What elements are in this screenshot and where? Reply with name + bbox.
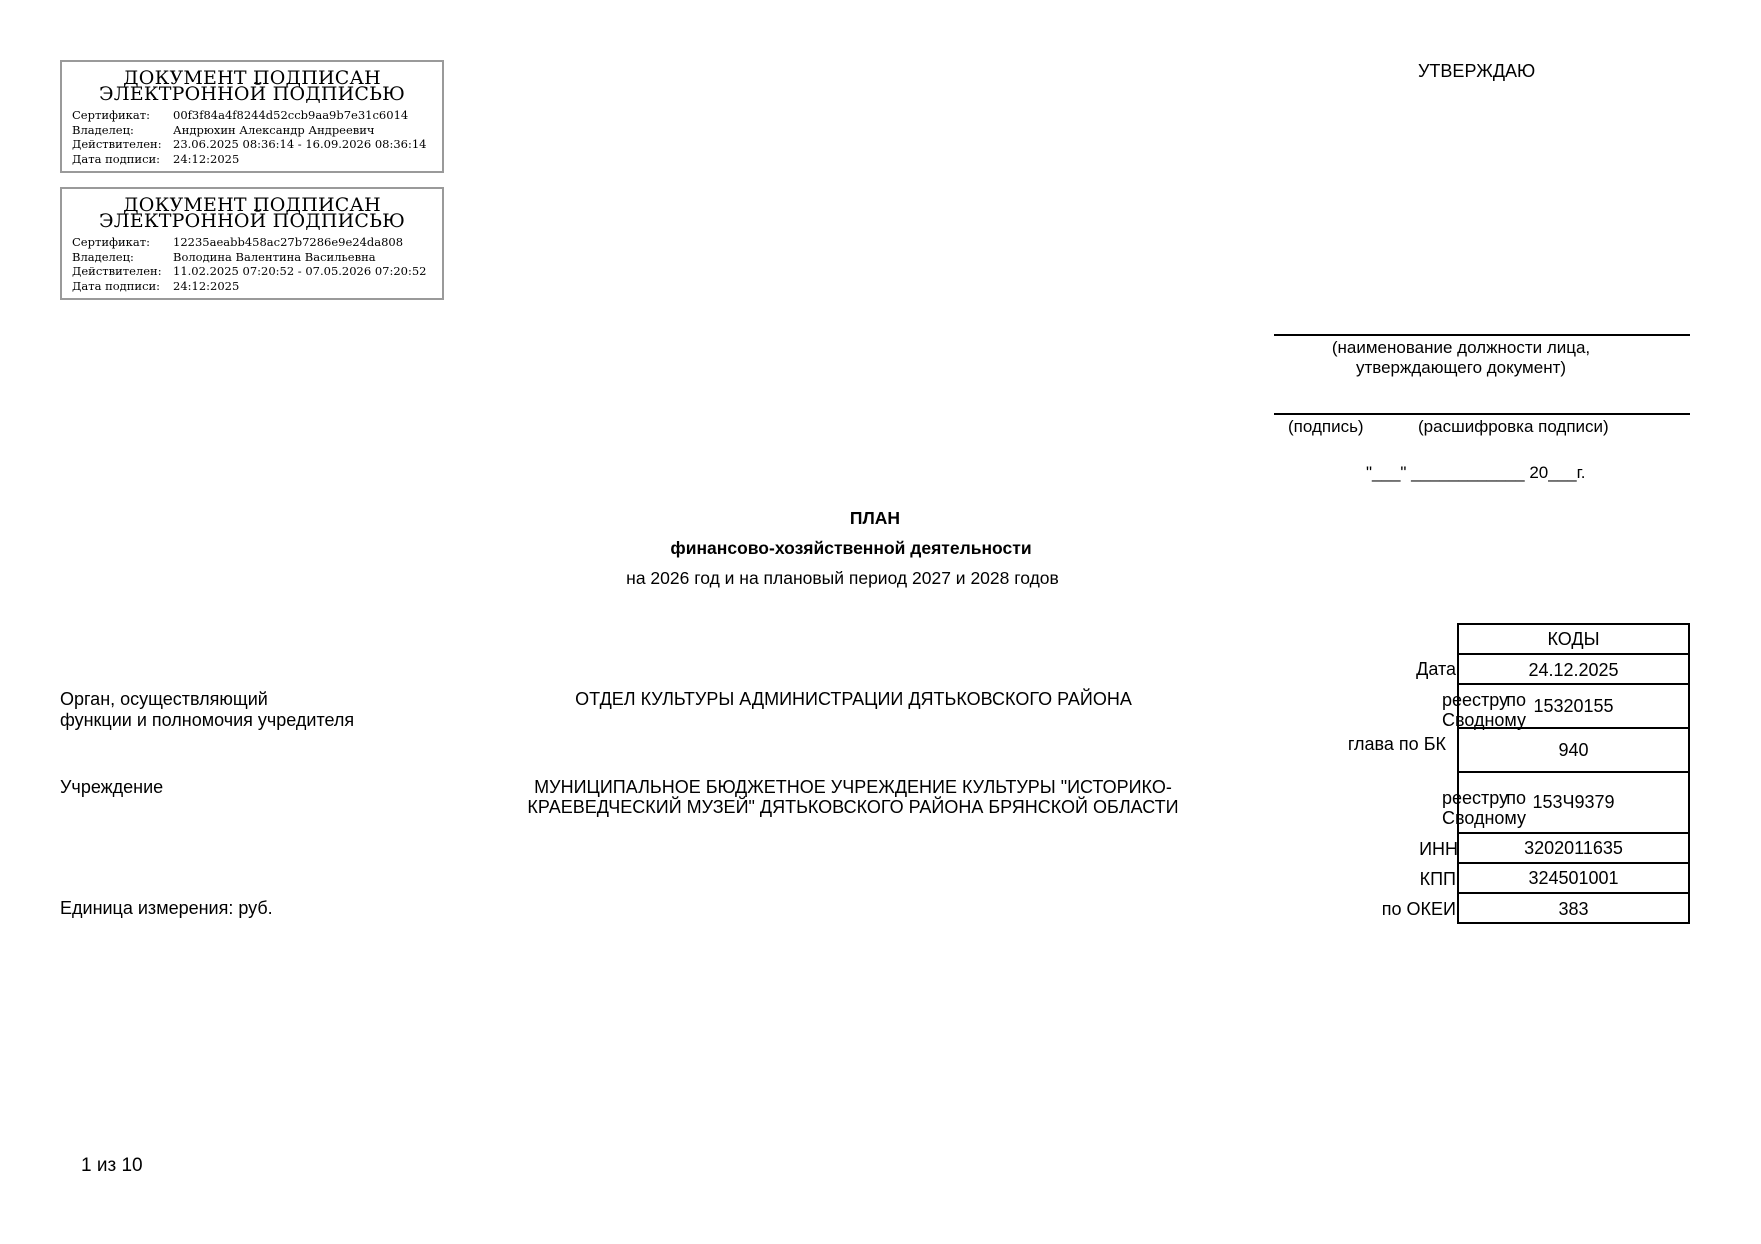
stamp-key: Действителен:: [72, 264, 162, 278]
codes-table: [1457, 623, 1690, 924]
unit-label: Единица измерения: руб.: [60, 898, 273, 918]
signature-line: [1274, 413, 1690, 415]
stamp-value: Володина Валентина Васильевна: [173, 249, 376, 264]
stamp-key: Сертификат:: [72, 235, 150, 249]
label-line: Орган, осуществляющий: [60, 689, 268, 709]
stamp-value: 00f3f84a4f8244d52ccb9aa9b7e31c6014: [173, 108, 409, 122]
stamp-title: [62, 67, 442, 105]
caption-line: (наименование должности лица,: [1331, 338, 1591, 357]
stamp-row-certificate: [72, 108, 442, 123]
stamp-value: Андрюхин Александр Андреевич: [173, 122, 375, 137]
stamp-row-sign-date: [72, 152, 442, 167]
document-period: на 2026 год и на плановый период 2027 и 2028 годов: [626, 568, 1059, 588]
approve-heading: УТВЕРЖДАЮ: [1418, 61, 1536, 81]
code-label-kpp: КПП: [1419, 869, 1456, 889]
position-caption: [1274, 338, 1648, 378]
label-line: реестру: [1442, 788, 1509, 808]
signature-caption: (подпись): [1288, 417, 1364, 436]
stamp-title-line: ЭЛЕКТРОННОЙ ПОДПИСЬЮ: [98, 83, 406, 105]
code-label-date: Дата: [1416, 659, 1456, 679]
stamp-key: Владелец:: [72, 249, 134, 264]
stamp-row-sign-date: [72, 279, 442, 294]
label-line: по Сводному: [1442, 788, 1527, 828]
stamp-value: 23.06.2025 08:36:14 - 16.09.2026 08:36:14: [173, 137, 427, 151]
stamp-key: Дата подписи:: [72, 151, 161, 166]
label-line: функции и полномочия учредителя: [60, 710, 355, 730]
stamp-row-validity: [72, 137, 442, 152]
value-line: МУНИЦИПАЛЬНОЕ БЮДЖЕТНОЕ УЧРЕЖДЕНИЕ КУЛЬТУРЫ "ИСТОРИКО-: [534, 777, 1172, 797]
label-line: реестру: [1442, 690, 1509, 710]
code-value-inn: 3202011635: [1458, 833, 1689, 863]
stamp-title-line: ДОКУМЕНТ ПОДПИСАН: [123, 194, 381, 216]
e-signature-stamp: [60, 187, 444, 300]
document-subtitle: финансово-хозяйственной деятельности: [670, 538, 1032, 558]
e-signature-stamp: [60, 60, 444, 173]
code-value-date: 24.12.2025: [1458, 654, 1689, 684]
code-label-inn: ИНН: [1419, 839, 1458, 859]
founder-value: ОТДЕЛ КУЛЬТУРЫ АДМИНИСТРАЦИИ ДЯТЬКОВСКОГО РАЙОНА: [575, 689, 1132, 709]
stamp-row-certificate: [72, 235, 442, 250]
page-indicator: 1 из 10: [81, 1155, 143, 1176]
institution-label: Учреждение: [60, 777, 164, 797]
stamp-value: 11.02.2025 07:20:52 - 07.05.2026 07:20:52: [173, 264, 427, 278]
stamp-key: Действителен:: [72, 137, 162, 151]
stamp-key: Владелец:: [72, 122, 134, 137]
label-line: по Сводному: [1442, 690, 1527, 730]
stamp-value: 24:12:2025: [173, 278, 240, 293]
stamp-key: Сертификат:: [72, 108, 150, 122]
stamp-row-owner: [72, 123, 442, 138]
stamp-row-validity: [72, 264, 442, 279]
stamp-title-line: ДОКУМЕНТ ПОДПИСАН: [123, 67, 381, 89]
value-line: КРАЕВЕДЧЕСКИЙ МУЗЕЙ" ДЯТЬКОВСКОГО РАЙОНА БРЯНСКОЙ ОБЛАСТИ: [527, 797, 1179, 817]
code-value-registry: 15320155: [1458, 684, 1689, 728]
code-value-registry-2: 153Ч9379: [1458, 772, 1689, 833]
code-value-budget-chapter: 940: [1458, 728, 1689, 772]
stamp-value: 24:12:2025: [173, 151, 240, 166]
code-value-okei: 383: [1458, 893, 1689, 923]
approve-date-template: "___" ____________ 20___г.: [1366, 463, 1586, 482]
stamp-row-owner: [72, 250, 442, 265]
signature-decode-caption: (расшифровка подписи): [1418, 417, 1609, 436]
document-title: ПЛАН: [849, 508, 901, 528]
caption-line: утверждающего документ): [1355, 358, 1567, 377]
code-label-budget-chapter: глава по БК: [1347, 734, 1446, 754]
stamp-key: Дата подписи:: [72, 278, 161, 293]
code-value-kpp: 324501001: [1458, 863, 1689, 893]
stamp-value: 12235aeabb458ac27b7286e9e24da808: [173, 235, 404, 249]
codes-header: КОДЫ: [1458, 624, 1689, 654]
stamp-title-line: ЭЛЕКТРОННОЙ ПОДПИСЬЮ: [98, 210, 406, 232]
code-label-okei: по ОКЕИ: [1381, 899, 1456, 919]
stamp-title: [62, 194, 442, 232]
position-line: [1274, 334, 1690, 336]
